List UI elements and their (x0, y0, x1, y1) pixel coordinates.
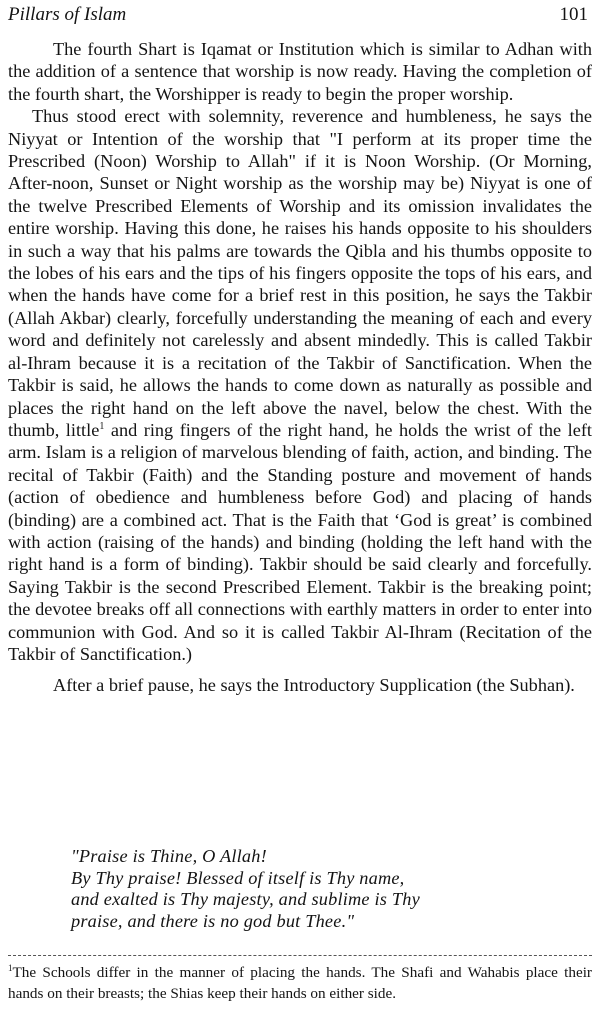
body-text (8, 38, 592, 697)
paragraph: The fourth Shart is Iqamat or Institution which is similar to Adhan with the addition of a sentence that worship is now ready. Having the completion of the fourth shart, the Worshipper is ready to begin the proper worship. (8, 39, 592, 104)
footnote-reference: 1 (99, 420, 105, 432)
footnote (8, 962, 592, 1004)
supplication-quote (71, 846, 501, 932)
page-header (8, 4, 588, 28)
footnote-marker: 1 (8, 962, 13, 973)
paragraph (8, 105, 592, 665)
quote-line: By Thy praise! Blessed of itself is Thy name, (71, 867, 405, 888)
footnote-text: The Schools differ in the manner of placing the hands. The Shafi and Wahabis place their hands on their breasts; the Shias keep their hands on either side. (8, 964, 592, 1002)
footnote-divider (8, 955, 592, 956)
running-title: Pillars of Islam (8, 4, 127, 25)
quote-line: "Praise is Thine, O Allah! (71, 846, 267, 866)
paragraph-text: Thus stood erect with solemnity, reverence and humbleness, he says the Niyyat or Intention of the worship that "I perform at its proper time the Prescribed (Noon) Worship to Allah" if it is Noon Worship. (Or Morning, After-noon, Sunset or Night worship as the worship may be) Niyyat is one of the twelve Prescribed Elements of Worship and its omission invalidates the entire worship. Having this done, he raises his hands opposite to his shoulders in such a way that his palms are towards the Qibla and his thumbs opposite to the lobes of his ears and the tips of his fingers opposite the tops of his ears, and when the hands have come for a brief rest in this position, he says the Takbir (Allah Akbar) clearly, forcefully understanding the meaning of each and every word and definitely not carelessly and absent mindedly. This is called Takbir al-Ihram because it is a recitation of the Takbir of Sanctification. When the Takbir is said, he allows the hands to come down as naturally as possible and places the right hand on the left above the navel, below the chest. With the thumb, little (8, 106, 592, 440)
paragraph: After a brief pause, he says the Introductory Supplication (the Subhan). (53, 675, 575, 696)
paragraph-text: and ring fingers of the right hand, he holds the wrist of the left arm. Islam is a religion of marvelous blending of faith, action, and binding. The recital of Takbir (Faith) and the Standing posture and movement of hands (action of obedience and humbleness before God) and placing of hands (binding) are a combined act. That is the Faith that ‘God is great’ is combined with action (raising of the hands) and binding (holding the left hand with the right hand is a form of binding). Takbir should be said clearly and forcefully. Saying Takbir is the second Prescribed Element. Takbir is the breaking point; the devotee breaks off all connections with earthly matters in order to enter into communion with God. And so it is called Takbir Al-Ihram (Recitation of the Takbir of Sanctification.) (8, 419, 593, 664)
quote-line: and exalted is Thy majesty, and sublime is Thy (71, 889, 420, 909)
page-number: 101 (559, 4, 588, 25)
quote-line: praise, and there is no god but Thee." (71, 910, 355, 931)
